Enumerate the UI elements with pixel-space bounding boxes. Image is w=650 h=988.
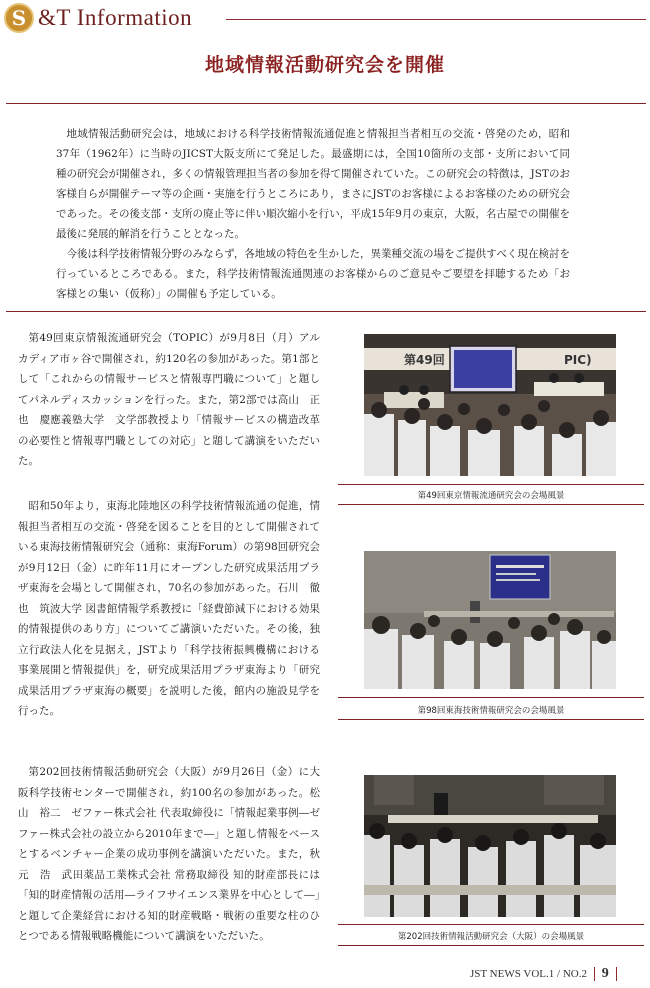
photo-osaka-venue [364, 775, 616, 917]
section-osaka-text: 第202回技術情報活動研究会（大阪）が9月26日（金）に大阪科学技術センターで開催され，約100名の参加があった。松山 裕二 ゼファー株式会社 代表取締役に「情報起業事例―ゼファー株式会社の設立から2010年まで―」と題し情報をベースとするベンチャー企業の成功事例を講演いただいた。また，秋元 浩 武田薬品工業株式会社 常務取締役 知的財産部長には「知的財産情報の活用―ライフサイエンス業界を中心として―」と題して企業経営における知的財産戦略・戦術の重要な柱のひとつである情報戦略機能について講演をいただいた。 [18, 766, 320, 942]
caption-rule-tokyo [338, 484, 644, 485]
caption-rule-tokai-bottom [338, 719, 644, 720]
photo-tokyo-venue [364, 334, 616, 476]
article-title: 地域情報活動研究会を開催 [204, 54, 445, 76]
caption-tokyo: 第49回東京情報流通研究会の会場風景 [417, 491, 565, 501]
intro-paragraph-2: 今後は科学技術情報分野のみならず，各地域の特色を生かした，異業種交流の場をご提供すべく現在検討を行っているところである。また，科学技術情報流通関連のお客様からのご意見やご要望を拝聴するため「お客様との集い（仮称）」の開催も予定している。 [56, 248, 570, 300]
caption-tokai: 第98回東海技術情報研究会の会場風景 [417, 706, 565, 716]
section-badge-icon: S [4, 3, 34, 33]
divider-top [6, 103, 646, 104]
intro-paragraph-1: 地域情報活動研究会は，地域における科学技術情報流通促進と情報担当者相互の交流・啓発のため，昭和37年（1962年）に当時のJICST大阪支所にて発足した。最盛期には，全国10箇所の支部・支所において同種の研究会が開催され，多くの情報管理担当者の参加を得て開催されていた。この研究会の特徴は，JSTのお客様自らが開催テーマ等の企画・実施を行うところにあり，まさにJSTのお客様によるお客様のための研究会であった。その後支部・支所の廃止等に伴い順次縮小を行い，平成15年9月の東京，大阪，名古屋での開催を最後に発展的解消を行うこととなった。 [56, 128, 570, 240]
section-osaka [18, 762, 320, 947]
intro-block [56, 124, 570, 304]
caption-rule-tokyo-bottom [338, 504, 644, 505]
photo-tokai-venue [364, 551, 616, 689]
section-tokyo [18, 328, 320, 472]
divider-middle [6, 311, 646, 312]
caption-osaka: 第202回技術情報活動研究会（大阪）の会場風景 [397, 932, 585, 942]
caption-rule-osaka [338, 924, 644, 925]
photo-banner-text: 第49回 [404, 353, 445, 367]
photo-banner-text-2: PIC) [564, 353, 592, 367]
footer-journal: JST NEWS [470, 968, 521, 980]
section-title: &T Information [38, 5, 193, 30]
footer-volume: VOL.1 / NO.2 [523, 968, 587, 980]
caption-rule-tokai [338, 697, 644, 698]
footer-bar-left [594, 967, 595, 981]
footer-page-number: 9 [601, 966, 609, 981]
caption-rule-osaka-bottom [338, 945, 644, 946]
section-tokai [18, 496, 320, 722]
section-tokyo-text: 第49回東京情報流通研究会（TOPIC）が9月8日（月）アルカディア市ヶ谷で開催され，約120名の参加があった。第1部として「これからの情報サービスと情報専門職について」と題してパネルディスカッションを行った。また，第2部では高山 正也 慶應義塾大学 文学部教授より「情報サービスの構造改革の必要性と情報専門職としての対応」と題して講演をいただいた。 [18, 332, 320, 467]
page-header [0, 0, 650, 44]
page-footer [470, 966, 648, 982]
section-tokai-text: 昭和50年より，東海北陸地区の科学技術情報流通の促進，情報担当者相互の交流・啓発を図ることを目的として開催されている東海技術情報研究会（通称：東海Forum）の第98回研究会が9月12日（金）に昨年11月にオープンした研究成果活用プラザ東海を会場として開催され，70名の参加があった。石川 徹也 筑波大学 図書館情報学系教授に「経費節減下における効果的情報提供のあり方」についてご講演いただいた。その後，独立行政法人化を見据え，JSTより「科学技術振興機構における事業展開と情報提供」を，研究成果活用プラザ東海より「研究成果活用プラザ東海の概要」を説明した後，館内の施設見学を行った。 [18, 500, 320, 717]
footer-bar-right [616, 967, 617, 981]
header-rule [226, 19, 646, 20]
